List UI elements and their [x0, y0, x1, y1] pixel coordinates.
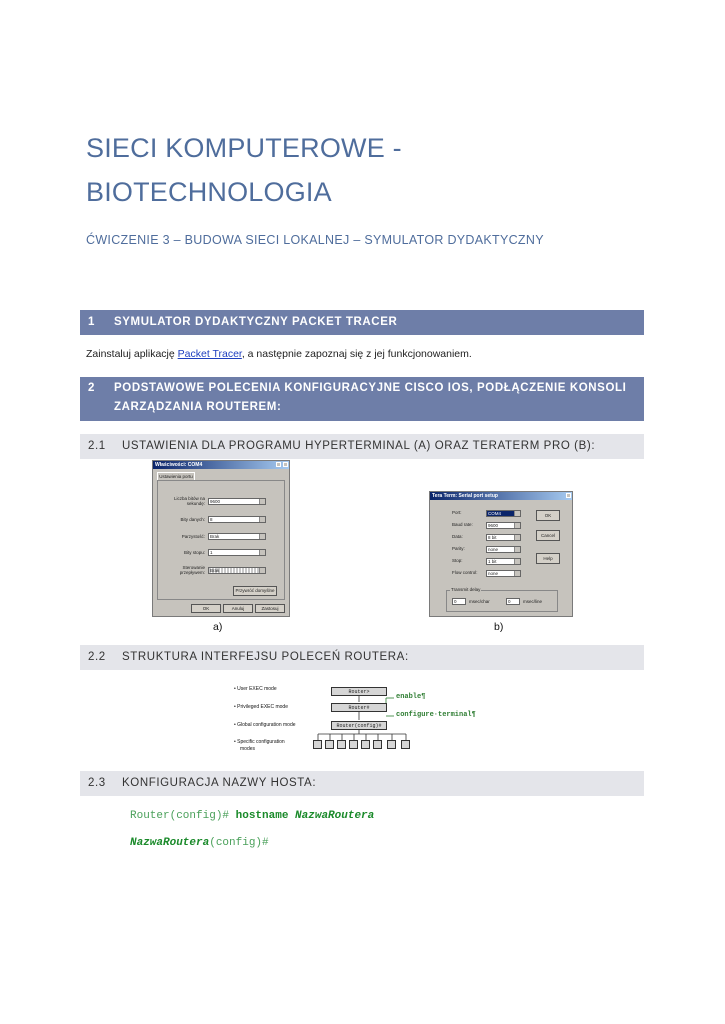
section-2-2-heading	[80, 645, 644, 670]
mode-label: • Privileged EXEC mode	[234, 704, 288, 710]
section-number: 2.1	[88, 440, 106, 452]
section-2-heading	[80, 377, 644, 421]
section-title-line1: PODSTAWOWE POLECENIA KONFIGURACYJNE CISCO IOS, PODŁĄCZENIE KONSOLI	[114, 382, 627, 394]
dialog-titlebar: Tera Term: Serial port setup	[430, 492, 572, 500]
config-mode-box	[361, 740, 370, 749]
global-config-prompt: Router(config)#	[331, 721, 387, 730]
mode-label: • Global configuration mode	[234, 722, 296, 728]
field-label: Sterowanie przepływem:	[179, 565, 205, 575]
section-title: KONFIGURACJA NAZWY HOSTA:	[122, 777, 317, 789]
config-mode-box	[373, 740, 382, 749]
config-mode-box	[401, 740, 410, 749]
field-label: Data:	[452, 534, 463, 539]
config-mode-box	[387, 740, 396, 749]
parity-select[interactable]: Brak	[208, 533, 266, 540]
field-label: Bity stopu:	[183, 550, 205, 555]
apply-button[interactable]: Zastosuj	[255, 604, 285, 613]
port-select[interactable]: COM4	[486, 510, 521, 517]
ok-button[interactable]: OK	[536, 510, 560, 521]
data-select[interactable]: 8 bit	[486, 534, 521, 541]
data-bits-select[interactable]: 8	[208, 516, 266, 523]
packet-tracer-link[interactable]: Packet Tracer	[177, 348, 242, 360]
configure-terminal-command: configure·terminal¶	[396, 711, 476, 719]
stop-select[interactable]: 1 bit	[486, 558, 521, 565]
section-title-line2: ZARZĄDZANIA ROUTEREM:	[114, 401, 282, 413]
stop-bits-select[interactable]: 1	[208, 549, 266, 556]
para-text-before: Zainstaluj aplikację	[86, 348, 178, 360]
field-label: Stop:	[452, 558, 463, 563]
config-mode-box	[313, 740, 322, 749]
flow-control-select[interactable]: Brak	[208, 567, 266, 574]
router-cli-diagram	[232, 684, 494, 756]
field-label: Parity:	[452, 546, 465, 551]
section-title: USTAWIENIA DLA PROGRAMU HYPERTERMINAL (A) ORAZ TERATERM PRO (B):	[122, 440, 596, 452]
code-line-hostname	[130, 810, 374, 822]
baud-select[interactable]: 9600	[208, 498, 266, 505]
close-icon[interactable]	[566, 493, 571, 498]
field-label: Port:	[452, 510, 462, 515]
restore-defaults-button[interactable]: Przywróć domyślne	[233, 586, 277, 596]
delay-line-input[interactable]: 0	[506, 598, 520, 605]
baud-rate-select[interactable]: 9600	[486, 522, 521, 529]
document-title-line2: BIOTECHNOLOGIA	[86, 177, 332, 207]
config-mode-box	[325, 740, 334, 749]
tab-port-settings[interactable]: Ustawienia portu	[157, 472, 195, 481]
enable-command: enable¶	[396, 693, 426, 701]
close-icon[interactable]	[283, 462, 288, 467]
config-mode-box	[349, 740, 358, 749]
transmit-delay-label: Transmit delay	[451, 587, 481, 592]
delay-char-input[interactable]: 0	[452, 598, 466, 605]
flow-control-select[interactable]: none	[486, 570, 521, 577]
field-label: Flow control:	[452, 570, 478, 575]
section-title: SYMULATOR DYDAKTYCZNY PACKET TRACER	[114, 316, 398, 328]
code-command: hostname	[235, 810, 296, 822]
field-label: Bity danych:	[180, 517, 205, 522]
code-prompt: Router(config)#	[130, 810, 236, 822]
code-line-result	[130, 837, 269, 849]
code-hostname: NazwaRoutera	[130, 837, 210, 849]
hyperterminal-dialog	[152, 460, 290, 617]
section-1-heading	[80, 310, 644, 335]
privileged-exec-prompt: Router#	[331, 703, 387, 712]
teraterm-dialog	[429, 491, 573, 617]
user-exec-prompt: Router>	[331, 687, 387, 696]
para-text-after: , a następnie zapoznaj się z jej funkcjonowaniem.	[241, 348, 472, 360]
config-mode-box	[337, 740, 346, 749]
section-number: 1	[88, 316, 95, 328]
mode-label: • Specific configuration	[234, 739, 285, 745]
install-paragraph	[86, 348, 472, 360]
section-number: 2.2	[88, 651, 106, 663]
caption-a: a)	[213, 621, 223, 633]
help-icon[interactable]	[276, 462, 281, 467]
field-label: Baud rate:	[452, 522, 473, 527]
dialog-titlebar: Właściwości: COM4	[153, 461, 289, 469]
cancel-button[interactable]: Anuluj	[223, 604, 253, 613]
caption-b: b)	[494, 621, 504, 633]
section-title: STRUKTURA INTERFEJSU POLECEŃ ROUTERA:	[122, 651, 409, 663]
delay-line-unit: msec/line	[523, 599, 543, 604]
mode-label: • User EXEC mode	[234, 686, 277, 692]
ok-button[interactable]: OK	[191, 604, 221, 613]
help-button[interactable]: Help	[536, 553, 560, 564]
cancel-button[interactable]: Cancel	[536, 530, 560, 541]
mode-label: modes	[240, 746, 256, 752]
document-title-line1: SIECI KOMPUTEROWE -	[86, 133, 402, 163]
parity-select[interactable]: none	[486, 546, 521, 553]
section-2-3-heading	[80, 771, 644, 796]
code-argument: NazwaRoutera	[295, 810, 375, 822]
document-subtitle: ĆWICZENIE 3 – BUDOWA SIECI LOKALNEJ – SYMULATOR DYDAKTYCZNY	[86, 233, 544, 247]
section-number: 2	[88, 382, 95, 394]
section-2-1-heading	[80, 434, 644, 459]
delay-char-unit: msec/char	[469, 599, 490, 604]
section-number: 2.3	[88, 777, 106, 789]
code-prompt-suffix: (config)#	[209, 837, 269, 849]
field-label: Parzystość:	[181, 534, 205, 539]
field-label: Liczba bitów na sekundę:	[173, 496, 205, 506]
